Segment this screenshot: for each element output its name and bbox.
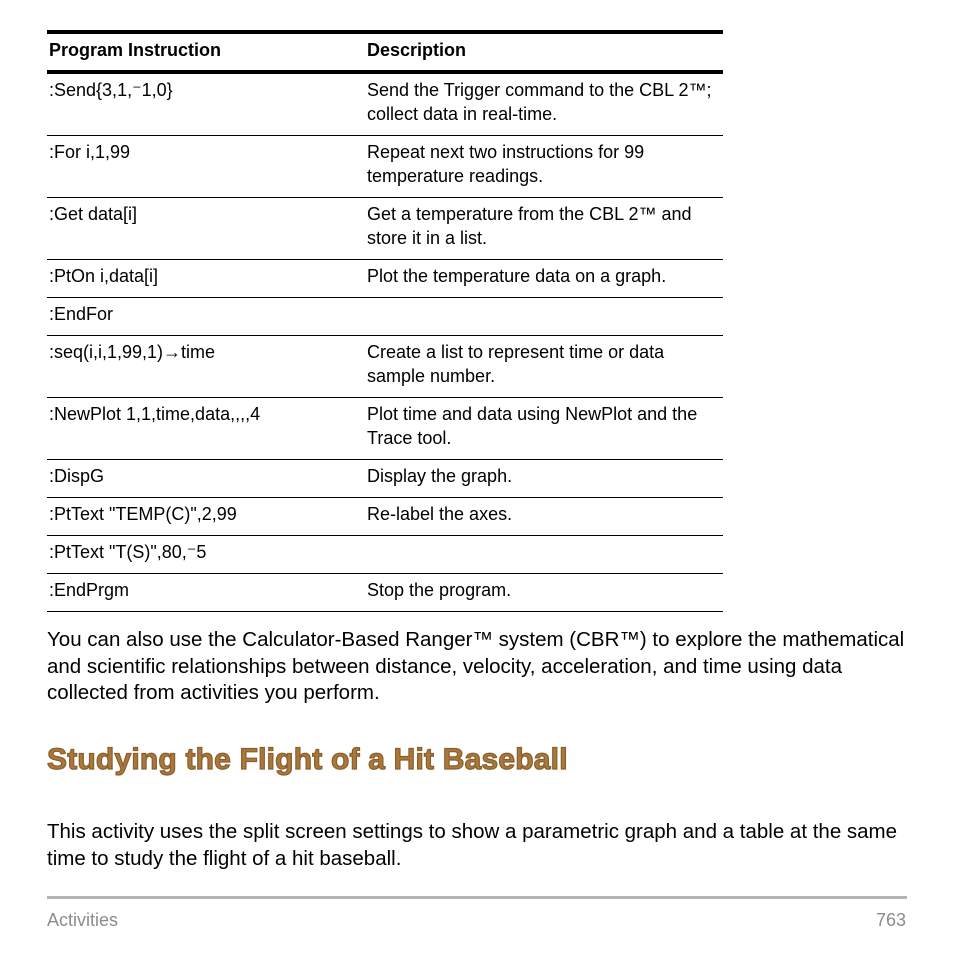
table-header-row xyxy=(47,32,723,72)
instruction-cell: :PtText "T(S)",80,⁻5 xyxy=(47,536,365,574)
table-row xyxy=(47,574,723,612)
instruction-cell: :DispG xyxy=(47,460,365,498)
table-row xyxy=(47,198,723,260)
instruction-cell: :EndPrgm xyxy=(47,574,365,612)
footer-page-number: 763 xyxy=(875,910,906,930)
instruction-cell: :seq(i,i,1,99,1)→time xyxy=(47,336,365,398)
table-body xyxy=(47,72,723,612)
instruction-cell: :PtOn i,data[i] xyxy=(47,260,365,298)
intro-paragraph: This activity uses the split screen settings to show a parametric graph and a table at the same time to study the flight of a hit baseball. xyxy=(47,820,898,870)
instruction-cell: :Get data[i] xyxy=(47,198,365,260)
description-cell: Repeat next two instructions for 99 temperature readings. xyxy=(365,136,723,198)
description-cell: Display the graph. xyxy=(365,460,723,498)
description-cell xyxy=(365,536,723,574)
section-heading: Studying the Flight of a Hit Baseball xyxy=(47,743,568,776)
instruction-cell: :For i,1,99 xyxy=(47,136,365,198)
instruction-cell: :EndFor xyxy=(47,298,365,336)
description-cell: Plot the temperature data on a graph. xyxy=(365,260,723,298)
instruction-cell: :PtText "TEMP(C)",2,99 xyxy=(47,498,365,536)
table-row xyxy=(47,298,723,336)
description-cell: Plot time and data using NewPlot and the Trace tool. xyxy=(365,398,723,460)
table-row xyxy=(47,460,723,498)
header-description: Description xyxy=(365,32,723,72)
table-row xyxy=(47,398,723,460)
instruction-cell: :Send{3,1,⁻1,0} xyxy=(47,72,365,136)
table-row xyxy=(47,72,723,136)
table-row xyxy=(47,260,723,298)
description-cell xyxy=(365,298,723,336)
footer-section-label: Activities xyxy=(47,910,119,930)
description-cell: Stop the program. xyxy=(365,574,723,612)
table-header xyxy=(47,32,723,72)
description-cell: Get a temperature from the CBL 2™ and store it in a list. xyxy=(365,198,723,260)
description-cell: Re-label the axes. xyxy=(365,498,723,536)
footer-divider xyxy=(47,896,907,899)
table-row xyxy=(47,498,723,536)
table-row xyxy=(47,536,723,574)
table-row xyxy=(47,336,723,398)
table-row xyxy=(47,136,723,198)
program-instruction-table xyxy=(47,30,723,612)
description-cell: Create a list to represent time or data sample number. xyxy=(365,336,723,398)
description-cell: Send the Trigger command to the CBL 2™; collect data in real-time. xyxy=(365,72,723,136)
cbr-paragraph: You can also use the Calculator-Based Ranger™ system (CBR™) to explore the mathematical and scientific relationships between distance, velocity, acceleration, and time using data collected from activities you perform. xyxy=(47,628,905,704)
header-program-instruction: Program Instruction xyxy=(47,32,365,72)
instruction-cell: :NewPlot 1,1,time,data,,,,4 xyxy=(47,398,365,460)
